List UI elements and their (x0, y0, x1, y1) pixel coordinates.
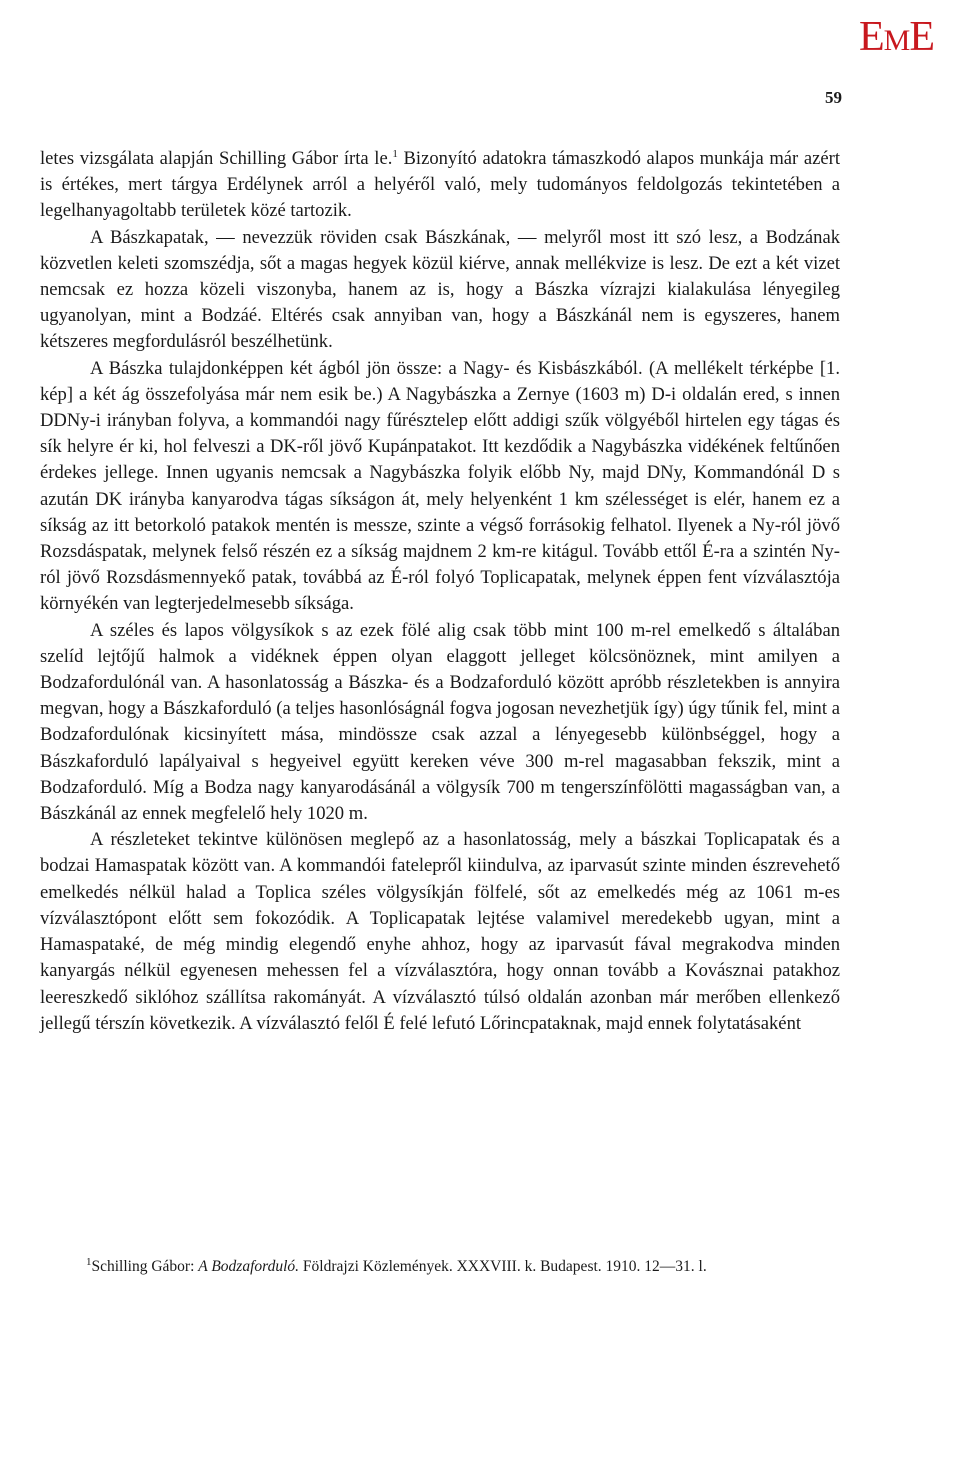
footnote-marker: 1 (86, 1255, 92, 1268)
footnote-author: Schilling Gábor: (91, 1258, 199, 1275)
paragraph-3: A Bászka tulajdonképpen két ágból jön össze: a Nagy- és Kisbászkából. (A mellékelt térképbe [1. kép] a két ág összefolyása már nem esik be.) A Nagybászka a Zernye (1603 m) D-i oldalán ered, s innen DDNy-i irányban folyva, a kommandói nagy fűrésztelep előtt addigi szűk völgyéből hirtelen egy tágas és sík helyre ér ki, hol felveszi a DK-ről jövő Kupánpatakot. Itt kezdődik a Nagybászka vidékének feltűnően érdekes jellege. Innen ugyanis nemcsak a Nagybászka folyik előbb Ny, majd DNy, Kommandónál D s azután DK irányba kanyarodva tágas síkságon át, mely helyenként 1 km szélességet is elér, hanem ez a síkság az itt betorkoló patakok mentén is messze, szinte a végső forrásokig felhatol. Ilyenek a Ny-ról jövő Rozsdáspatak, melynek felső részén ez a síkság majdnem 2 km-re kitágul. Tovább ettől É-ra a szintén Ny-ról jövő Rozsdásmennyekő patak, továbbá az É-ról folyó Toplicapatak, melynek éppen fent vízválasztója környékén van legterjedelmesebb síksága. (40, 357, 840, 615)
logo-letter-e: E (859, 14, 884, 60)
paragraph-1-text: letes vizsgálata alapján Schilling Gábor írta le. (40, 148, 393, 169)
footnote (40, 1256, 840, 1277)
footnote-title: A Bodzaforduló. (198, 1258, 300, 1275)
page-number: 59 (825, 88, 842, 107)
paragraph-4: A széles és lapos völgysíkok s az ezek fölé alig csak több mint 100 m-rel emelkedő s általában szelíd lejtőjű halmok a vidéknek éppen olyan elaggott jelleget kölcsönöznek, mint amilyen a Bodzafordulónál van. A hasonlatosság a Bászka- és a Bodzaforduló között apróbb részletekben is annyira megvan, hogy a Bászkaforduló (a teljes hasonlóságnál fogva jogosan nevezhetjük így) úgy tűnik fel, mint a Bodzafordulónak kicsinyített mása, mindössze csak azzal a lényegesebb különbséggel, hogy a Bászkaforduló lapályaival s hegyeivel együtt kereken véve 300 m-rel magasabban fekszik, mint a Bodzaforduló. Míg a Bodza nagy kanyarodásánál a völgysík 700 m tengerszínfölötti magasságban van, a Bászkánál az ennek megfelelő hely 1020 m. (40, 619, 840, 825)
paragraph-1 (40, 146, 840, 225)
eme-logo (859, 16, 934, 58)
main-text (40, 146, 840, 1037)
footnote-text (40, 1256, 840, 1277)
logo-letter-e2: E (909, 14, 934, 60)
footnote-ref: 1 (392, 147, 398, 160)
paragraph-5: A részleteket tekintve különösen meglepő az a hasonlatosság, mely a bászkai Toplicapatak és a bodzai Hamaspatak között van. A kommandói fatelepről kiindulva, az iparvasút szinte minden észrevehető emelkedés nélkül halad a Toplica széles völgysíkján fölfelé, sőt az emelkedés még az 1061 m-es vízválasztópont előtt sem fokozódik. A Toplicapatak lejtése valamivel meredekebb ugyan, mint a Hamaspataké, de még mindig elegendő enyhe ahhoz, hogy az iparvasút fával megrakodva minden kanyargás nélkül egyenesen mehessen fel a vízválasztóra, hogy onnan tovább a Kovásznai patakhoz leereszkedő siklóhoz szállítsa rakományát. A vízválasztó túlsó oldalán azonban már merőben ellenkező jellegű térszín következik. A vízválasztó felől É felé lefutó Lőrincpataknak, majd ennek folytatásaként (40, 829, 840, 1034)
logo-letter-m: M (883, 24, 910, 57)
paragraph-1-cont: Bizonyító adatokra támaszkodó alapos munkája már azért is értékes, mert tárgya Erdélynek arról a helyéről való, mely tudományos feldolgozás tekintetében a legelhanyagoltabb területek közé tartozik. (40, 148, 840, 222)
paragraph-2: A Bászkapatak, — nevezzük röviden csak Bászkának, — melyről most itt szó lesz, a Bodzának közvetlen keleti szomszédja, sőt a magas hegyek közül kiérve, annak mellékvize is lesz. De ezt a két vizet nemcsak ez hozza közeli viszonyba, hanem az is, hogy a Bászka vízrajzi kialakulása lényegileg ugyanolyan, mint a Bodzáé. Eltérés csak annyiban van, hogy a Bászkánál nem is egyszeres, hanem kétszeres megfordulásról beszélhetünk. (40, 226, 840, 353)
footnote-rest: Földrajzi Közlemények. XXXVIII. k. Budapest. 1910. 12—31. l. (299, 1258, 707, 1275)
